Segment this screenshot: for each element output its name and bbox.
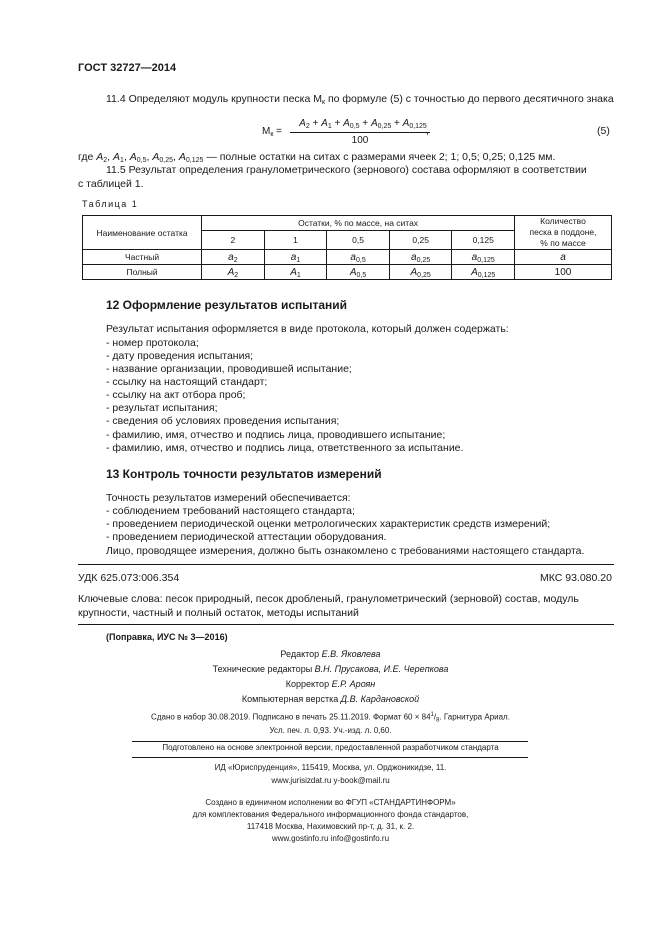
mks-code: МКС 93.080.20 (540, 572, 612, 584)
where-a2: A (96, 151, 104, 163)
where-a05: A (129, 151, 137, 163)
cell-subscript: 0,25 (417, 271, 431, 279)
table-cell (264, 250, 327, 265)
table-cell (452, 250, 515, 265)
table-header-group: Остатки, % по массе, на ситах (202, 216, 515, 231)
cell-symbol: A (471, 266, 478, 278)
paragraph-11-4-text-before: 11.4 Определяют модуль крупности песка М (106, 93, 322, 105)
section-12-intro: Результат испытания оформляется в виде протокола, который должен содержать: (106, 323, 509, 335)
table-header-sieve: 0,25 (389, 231, 452, 250)
where-a05-sub: 0,5 (136, 157, 147, 164)
num-plus-2: + (331, 118, 344, 129)
separator-rule-bottom (78, 624, 614, 625)
tech-editors-name: В.Н. Прусакова, И.Е. Черепкова (314, 664, 449, 674)
table-header-sieve: 2 (202, 231, 265, 250)
table-header-sieve: 1 (264, 231, 327, 250)
table-row (83, 250, 612, 265)
section-13-intro: Точность результатов измерений обеспечивается: (106, 492, 351, 504)
num-a2: A (299, 118, 306, 129)
created-line2: для комплектования Федерального информационного фонда стандартов, (192, 810, 469, 819)
format-numerator: 1 (430, 712, 434, 718)
print-info-b: . Гарнитура Ариал. (439, 712, 510, 722)
table-cell (202, 265, 265, 280)
where-a025-sub: 0,25 (159, 157, 174, 164)
proofreader-line (0, 679, 661, 689)
cell-subscript: 2 (233, 256, 238, 264)
cell-subscript: 0,5 (356, 271, 367, 279)
layout-name: Д.В. Кардановской (340, 694, 420, 704)
section-12-title: 12 Оформление результатов испытаний (106, 298, 348, 312)
where-a1: A (113, 151, 121, 163)
cell-subscript: 1 (296, 256, 301, 264)
cell-symbol: A (290, 266, 297, 278)
num-a1-sub: 1 (327, 123, 332, 130)
table-header-last (515, 216, 612, 250)
list-item: - соблюдением требований настоящего стандарта; (106, 505, 355, 517)
cell-subscript: 0,125 (477, 271, 496, 279)
list-item: - фамилию, имя, отчество и подпись лица, ответственного за испытание. (106, 442, 464, 454)
separator-rule-top (78, 564, 614, 565)
prepared-note: Подготовлено на основе электронной версии, предоставленной разработчиком стандарта (162, 743, 499, 752)
table-cell (389, 265, 452, 280)
paragraph-11-4-text-after: по формуле (5) с точностью до первого десятичного знака (325, 93, 614, 105)
cell-subscript: 0,125 (477, 256, 495, 264)
paragraph-11-5-line1: 11.5 Результат определения гранулометрического (зернового) состава оформляют в соответствии (106, 164, 587, 176)
editor-name: Е.В. Яковлева (321, 649, 381, 659)
cell-symbol: a (471, 251, 478, 263)
where-prefix: где (78, 151, 97, 163)
paragraph-11-5-line2: с таблицей 1. (78, 178, 144, 190)
list-item: - название организации, проводившей испытание; (106, 363, 352, 375)
formula-numerator (288, 118, 438, 129)
where-a0125-sub: 0,125 (185, 157, 204, 164)
list-item: - сведения об условиях проведения испытания; (106, 415, 340, 427)
formula-comma: , (426, 126, 429, 137)
where-a025: A (152, 151, 160, 163)
where-suffix: — полные остатки на ситах с размерами ячеек 2; 1; 0,5; 0,25; 0,125 мм. (203, 151, 556, 163)
cell-symbol: A (349, 266, 357, 278)
cell-symbol: a (350, 251, 356, 263)
section-13-title: 13 Контроль точности результатов измерений (106, 467, 382, 481)
layout-label: Компьютерная верстка (241, 694, 341, 704)
table-row-name: Полный (83, 265, 202, 280)
num-a025-sub: 0,25 (377, 123, 392, 130)
num-plus-4: + (391, 118, 403, 129)
list-item: - номер протокола; (106, 337, 199, 349)
publisher-line2: www.jurisizdat.ru y-book@mail.ru (271, 776, 390, 785)
formula-lhs-subscript: к (270, 131, 274, 138)
table-row (83, 265, 612, 280)
cell-symbol: a (411, 251, 417, 263)
list-item: - фамилию, имя, отчество и подпись лица, проводившего испытание; (106, 429, 446, 441)
formula-denominator: 100 (351, 135, 369, 146)
sieve-residue-table (82, 215, 612, 280)
tech-editors-label: Технические редакторы (212, 664, 315, 674)
paragraph-11-4 (106, 92, 614, 106)
where-sep-1: , (107, 151, 114, 163)
imprint-rule-2 (132, 757, 528, 758)
where-a2-sub: 2 (103, 157, 108, 164)
udk-code: УДК 625.073:006.354 (78, 572, 180, 584)
where-a1-sub: 1 (120, 157, 124, 164)
table-cell (327, 265, 390, 280)
format-denominator: 8 (436, 717, 440, 724)
table-caption: Таблица 1 (82, 199, 139, 209)
where-sep-4: , (173, 151, 179, 163)
editor-label: Редактор (280, 649, 322, 659)
where-a0125: A (178, 151, 186, 163)
keywords-line1: Ключевые слова: песок природный, песок дробленый, гранулометрический (зерновой) состав, модуль (78, 593, 579, 605)
cell-subscript: 0,25 (416, 256, 431, 264)
table-header-sieve: 0,125 (452, 231, 515, 250)
tech-editors-line (0, 664, 661, 674)
num-a05: A (343, 118, 350, 129)
cell-subscript: 2 (234, 271, 239, 279)
amendment-note: (Поправка, ИУС № 3—2016) (106, 632, 228, 642)
publisher-line1: ИД «Юриспруденция», 115419, Москва, ул. Орджоникидзе, 11. (214, 763, 447, 772)
formula-lhs-symbol: М (262, 126, 271, 137)
imprint-rule-1 (132, 741, 528, 742)
table-cell (202, 250, 265, 265)
num-a1: A (321, 118, 328, 129)
cell-subscript: 1 (296, 271, 301, 279)
formula-explanation (78, 150, 555, 164)
proofreader-label: Корректор (285, 679, 332, 689)
num-a0125-sub: 0,125 (409, 123, 427, 130)
fraction-bar (290, 132, 430, 133)
cell-symbol: a (560, 251, 566, 263)
where-sep-3: , (146, 151, 153, 163)
table-cell (515, 250, 612, 265)
created-line3: 117418 Москва, Нахимовский пр-т, д. 31, к. 2. (246, 822, 415, 831)
cell-symbol: A (410, 266, 418, 278)
list-item: - ссылку на акт отбора проб; (106, 389, 246, 401)
num-a05-sub: 0,5 (349, 123, 360, 130)
table-header-last-line2: песка в поддоне, (529, 227, 597, 237)
formula-number: (5) (597, 125, 610, 137)
section-13-closing: Лицо, проводящее измерения, должно быть ознакомлено с требованиями настоящего стандарта. (106, 545, 585, 557)
formula-fraction (288, 118, 438, 150)
cell-subscript: 0,5 (355, 256, 366, 264)
cell-symbol: A (227, 266, 235, 278)
list-item: - ссылку на настоящий стандарт; (106, 376, 268, 388)
print-info-line1 (0, 712, 661, 722)
formula-5 (262, 118, 462, 150)
layout-line (0, 694, 661, 704)
list-item: - проведением периодической аттестации оборудования. (106, 531, 387, 543)
print-info-line2: Усл. печ. л. 0,93. Уч.-изд. л. 0,60. (269, 726, 392, 735)
created-line1: Создано в единичном исполнении во ФГУП «СТАНДАРТИНФОРМ» (205, 798, 456, 807)
mk-subscript: к (322, 99, 326, 106)
format-slash: / (433, 712, 437, 722)
formula-lhs (262, 126, 282, 137)
editor-line (0, 649, 661, 659)
table-cell (327, 250, 390, 265)
list-item: - проведением периодической оценки метрологических характеристик средств измерений; (106, 518, 551, 530)
formula-equals: = (273, 126, 283, 137)
num-plus-3: + (359, 118, 371, 129)
cell-symbol: a (290, 251, 297, 263)
table-row-name: Частный (83, 250, 202, 265)
list-item: - дату проведения испытания; (106, 350, 254, 362)
table-header-name: Наименование остатка (83, 216, 202, 250)
table-cell (452, 265, 515, 280)
created-line4: www.gostinfo.ru info@gostinfo.ru (271, 834, 390, 843)
table-header-sieve: 0,5 (327, 231, 390, 250)
table-cell: 100 (515, 265, 612, 280)
print-info-a: Сдано в набор 30.08.2019. Подписано в печать 25.11.2019. Формат 60 × 84 (151, 712, 431, 722)
num-a0125: A (402, 118, 410, 129)
table-header-last-line1: Количество (540, 216, 586, 226)
proofreader-name: Е.Р. Ароян (331, 679, 376, 689)
num-a2-sub: 2 (305, 123, 310, 130)
list-item: - результат испытания; (106, 402, 218, 414)
document-header-code: ГОСТ 32727—2014 (78, 62, 177, 74)
num-a025: A (370, 118, 378, 129)
cell-symbol: a (228, 251, 234, 263)
keywords-line2: крупности, частный и полный остаток, методы испытаний (78, 607, 359, 619)
table-cell (264, 265, 327, 280)
table-header-last-line3: % по массе (540, 238, 586, 248)
table-cell (389, 250, 452, 265)
num-plus-1: + (309, 118, 322, 129)
where-sep-2: , (123, 151, 130, 163)
